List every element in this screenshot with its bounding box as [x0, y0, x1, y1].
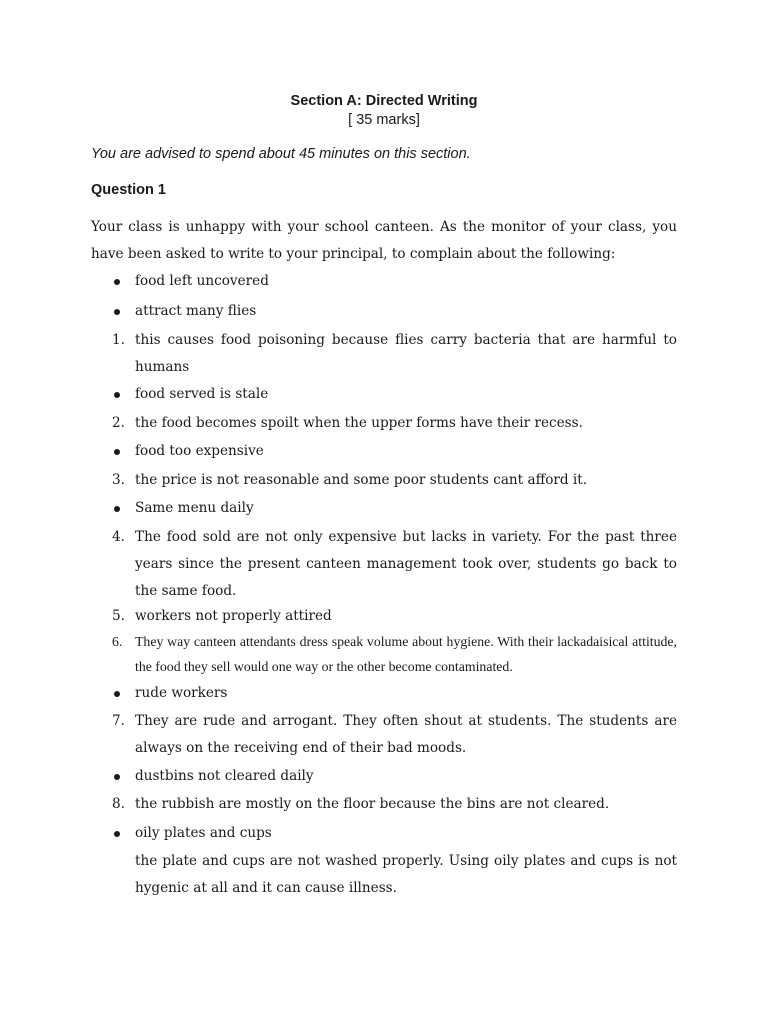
list-item-number: 4.	[112, 529, 125, 545]
list-item-text: the food becomes spoilt when the upper forms have their recess.	[135, 415, 583, 431]
list-item-text: workers not properly attired	[135, 608, 332, 624]
list-item-text: this causes food poisoning because flies carry bacteria that are harmful to humans	[135, 332, 677, 375]
list-item-text: rude workers	[135, 685, 228, 701]
list-item-number: 7.	[112, 713, 125, 729]
list-item-text: Same menu daily	[135, 500, 254, 516]
list-item-number: 5.	[112, 608, 125, 624]
list-item-number: 1.	[112, 332, 125, 348]
list-item-number: 8.	[112, 796, 125, 812]
bullet-icon	[114, 279, 120, 285]
question-heading: Question 1	[91, 182, 166, 198]
bullet-icon	[114, 691, 120, 697]
list-item-number: 2.	[112, 415, 125, 431]
list-item-text: food too expensive	[135, 443, 264, 459]
bullet-icon	[114, 449, 120, 455]
list-item-number: 6.	[112, 634, 123, 649]
bullet-icon	[114, 774, 120, 780]
list-item-text: food left uncovered	[135, 273, 269, 289]
list-item-text: the plate and cups are not washed properly. Using oily plates and cups is not hygenic at all and it can cause illness.	[135, 853, 677, 896]
list-item-text: food served is stale	[135, 386, 269, 402]
section-title: Section A: Directed Writing	[290, 93, 478, 109]
list-item-text: The food sold are not only expensive but lacks in variety. For the past three years since the present canteen management took over, students go back to the same food.	[135, 529, 677, 599]
list-item-number: 3.	[112, 472, 125, 488]
list-item-text: the rubbish are mostly on the floor because the bins are not cleared.	[135, 796, 610, 812]
list-item-text: oily plates and cups	[135, 825, 272, 841]
bullet-icon	[114, 831, 120, 837]
time-advice: You are advised to spend about 45 minutes on this section.	[91, 146, 471, 162]
question-intro: Your class is unhappy with your school canteen. As the monitor of your class, you have been asked to write to your principal, to complain about the following:	[91, 219, 677, 262]
bullet-icon	[114, 309, 120, 315]
list-item-text: They are rude and arrogant. They often shout at students. The students are always on the receiving end of their bad moods.	[135, 713, 677, 756]
marks-label: [ 35 marks]	[348, 112, 420, 128]
bullet-icon	[114, 392, 120, 398]
list-item-text: the price is not reasonable and some poor students cant afford it.	[135, 472, 588, 488]
list-item-text: They way canteen attendants dress speak volume about hygiene. With their lackadaisical attitude, the food they sell would one way or the other become contaminated.	[135, 634, 677, 674]
list-item-text: dustbins not cleared daily	[135, 768, 314, 784]
list-item-text: attract many flies	[135, 303, 257, 319]
bullet-icon	[114, 506, 120, 512]
